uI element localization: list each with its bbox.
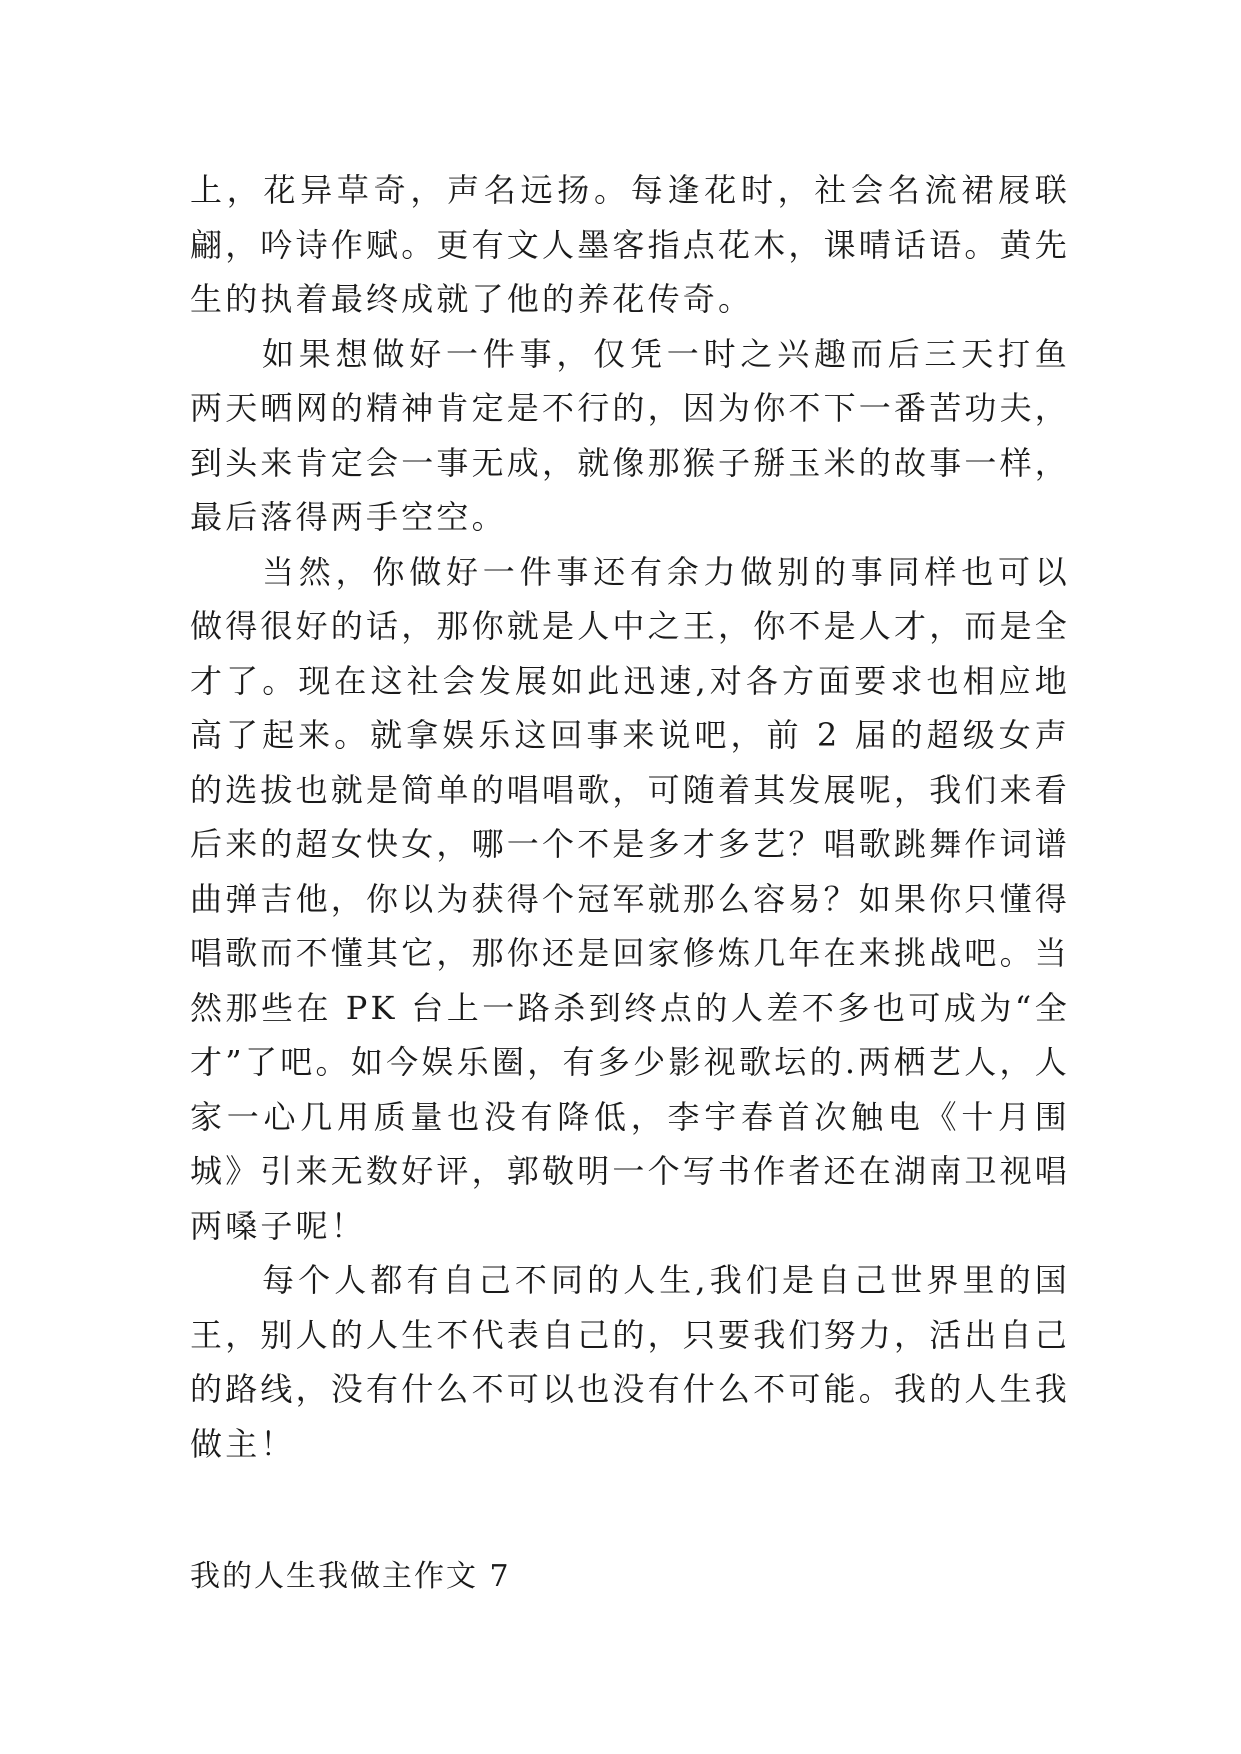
section-heading: 我的人生我做主作文 7 bbox=[190, 1559, 511, 1594]
paragraph-focus: 如果想做好一件事，仅凭一时之兴趣而后三天打鱼两天晒网的精神肯定是不行的，因为你不下一番苦功夫，到头来肯定会一事无成，就像那猴子掰玉米的故事一样，最后落得两手空空。 bbox=[190, 334, 1071, 536]
paragraph-conclusion: 每个人都有自己不同的人生,我们是自己世界里的国王，别人的人生不代表自己的，只要我们努力，活出自己的路线，没有什么不可以也没有什么不可能。我的人生我做主！ bbox=[190, 1261, 1071, 1463]
document-body bbox=[190, 163, 1070, 1471]
paragraph-all-round-talent: 当然，你做好一件事还有余力做别的事同样也可以做得很好的话，那你就是人中之王，你不是人才，而是全才了。现在这社会发展如此迅速,对各方面要求也相应地高了起来。就拿娱乐这回事来说吧，前 2 届的超级女声的选拔也就是简单的唱唱歌，可随着其发展呢，我们来看后来的超女快女，哪一个不是多才多艺？唱歌跳舞作词谱曲弹吉他，你以为获得个冠军就那么容易？如果你只懂得唱歌而不懂其它，那你还是回家修炼几年在来挑战吧。当然那些在 PK 台上一路杀到终点的人差不多也可成为“全才”了吧。如今娱乐圈，有多少影视歌坛的.两栖艺人，人家一心几用质量也没有降低，李宇春首次触电《十月围城》引来无数好评，郭敬明一个写书作者还在湖南卫视唱两嗓子呢！ bbox=[190, 552, 1071, 1245]
paragraph-continued: 上，花异草奇，声名远扬。每逢花时，社会名流裙屐联翩，吟诗作赋。更有文人墨客指点花木，课晴话语。黄先生的执着最终成就了他的养花传奇。 bbox=[190, 171, 1071, 318]
